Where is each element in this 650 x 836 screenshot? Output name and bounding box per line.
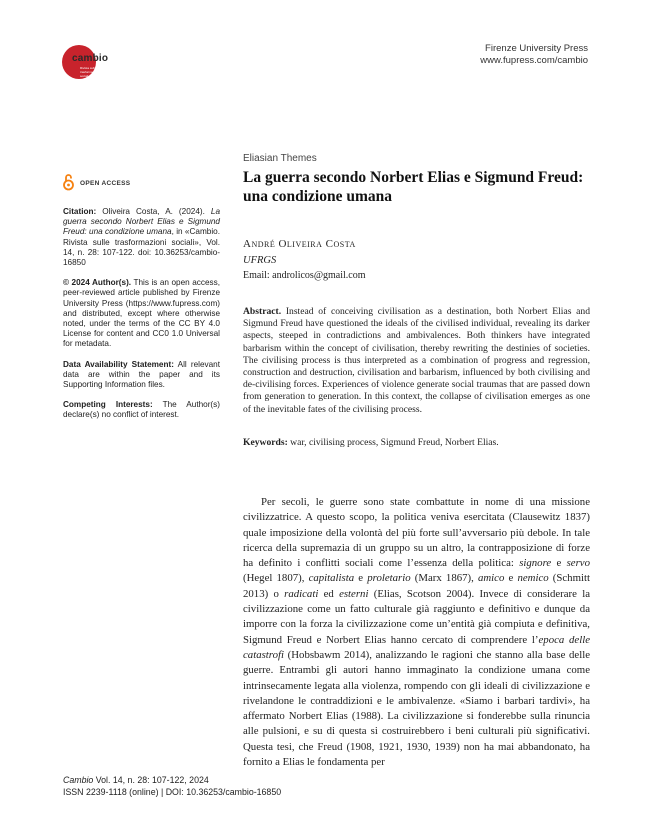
publisher-info xyxy=(480,43,588,67)
author-email[interactable]: Email: androlicos@gmail.com xyxy=(243,270,366,281)
citation-details: , in «Cambio. Rivista sulle trasformazioni sociali», Vol. 14, n. 28: 107-122. doi: 10.36253/cambio-16850 xyxy=(63,227,220,268)
author-affiliation: UFRGS xyxy=(243,255,277,266)
publisher-name: Firenze University Press xyxy=(485,43,588,54)
publisher-url[interactable]: www.fupress.com/cambio xyxy=(480,55,588,66)
data-availability-block xyxy=(63,360,220,391)
citation-authors: Oliveira Costa, A. (2024). xyxy=(102,207,205,216)
data-availability-text: All relevant data are within the paper and its Supporting Information files. xyxy=(63,359,220,390)
journal-logo-text: cambio xyxy=(72,53,109,64)
body-paragraph: Per secoli, le guerre sono state combattute in nome di una missione civilizzatrice. A questo scopo, la politica veniva esercitata (Clausewitz 1837) quale imposizione della volontà del più forte sull’avversario più debole. In tale ricerca della supremazia di un gruppo su un altro, la contrapposizione di forze ha definito i conflitti sociali come l’essenza della politica: signore e servo (Hegel 1807), capitalista e proletario (Marx 1867), amico e nemico (Schmitt 2013) o radicati ed esterni (Elias, Scotson 2004). Invece di considerare la civilizzazione come un fatto culturale già raggiunto e definitivo e dunque da imporre con la forza la civilizzazione come un’entità già compiuta e definitiva, Sigmund Freud e Norbert Elias hanno cercato di comprendere l’epoca delle catastrofi (Hobsbawm 2014), analizzando le ragioni che stanno alla base delle guerre. Entrambi gli autori hanno immaginato la condizione umana come intrinsecamente legata alla violenza, rompendo con gli ideali di civilizzazione e rivelandone le contraddizioni e le ambivalenze. «Siamo i barbari tardivi», ha affermato Norbert Elias (1988). La civilizzazione si fonderebbe sulla rinuncia alle pulsioni, e su di questa si costruirebbero i beni culturali più significativi. Questa tesi, che Freud (1908, 1921, 1930, 1939) non ha mai abbandonato, ha fornito a Elias le fondamenta per xyxy=(243,496,590,769)
footer-journal-name: Cambio xyxy=(63,775,94,785)
author-name: André Oliveira Costa xyxy=(243,238,356,250)
citation-title: La guerra secondo Norbert Elias e Sigmund Freud: una condizione umana xyxy=(63,207,221,237)
data-availability-label: Data Availability Statement: xyxy=(63,359,174,369)
citation-label: Citation: xyxy=(63,207,97,216)
keywords xyxy=(243,437,590,448)
open-access-label: OPEN ACCESS xyxy=(80,180,131,187)
competing-interests-text: The Author(s) declare(s) no conflict of interest. xyxy=(63,400,220,420)
journal-logo-tagline: Rivista sulle trasformazioni sociali xyxy=(80,66,99,78)
section-label: Eliasian Themes xyxy=(243,153,317,164)
copyright-block xyxy=(63,278,220,349)
abstract xyxy=(243,306,590,416)
copyright-label: © 2024 Author(s). xyxy=(63,278,132,288)
keywords-text: war, civilising process, Sigmund Freud, Norbert Elias. xyxy=(290,437,499,448)
footer-issue: Vol. 14, n. 28: 107-122, 2024 xyxy=(93,775,209,785)
article-sidebar xyxy=(63,207,220,431)
competing-interests-block xyxy=(63,400,220,420)
keywords-label: Keywords: xyxy=(243,437,288,448)
open-access-icon xyxy=(63,173,74,191)
abstract-label: Abstract. xyxy=(243,306,282,317)
competing-interests-label: Competing Interests: xyxy=(63,400,153,410)
page-footer xyxy=(63,775,281,798)
abstract-text: Instead of conceiving civilisation as a destination, both Norbert Elias and Sigmund Freud have questioned the ideals of the civilised individual, revealing its darker aspects, steeped in contradictions and ambivalences. Both thinkers have integrated barbarism within the concept of civilisation, thereby rewriting the destinies of societies. The civilising process is thus interpreted as a combination of progress and regression, construction and destruction, civilisation and barbarism, influenced by both civilising and de-civilising forces. Experiences of violence generate social traumas that are passed down from generation to generation. In this context, the collapse of civilisation emerges as one of the inevitable fates of the civilising process. xyxy=(243,306,591,415)
copyright-text: This is an open access, peer-reviewed article published by Firenze University Press (https://www.fupress.com) and distributed, except where otherwise noted, under the terms of the CC BY 4.0 License for content and CC0 1.0 Universal for metadata. xyxy=(63,278,220,349)
footer-journal-line xyxy=(63,775,281,787)
article-title: La guerra secondo Norbert Elias e Sigmund Freud: una condizione umana xyxy=(243,169,584,205)
footer-issn: ISSN 2239-1118 (online) | DOI: 10.36253/cambio-16850 xyxy=(63,786,282,797)
citation-block xyxy=(63,207,220,268)
